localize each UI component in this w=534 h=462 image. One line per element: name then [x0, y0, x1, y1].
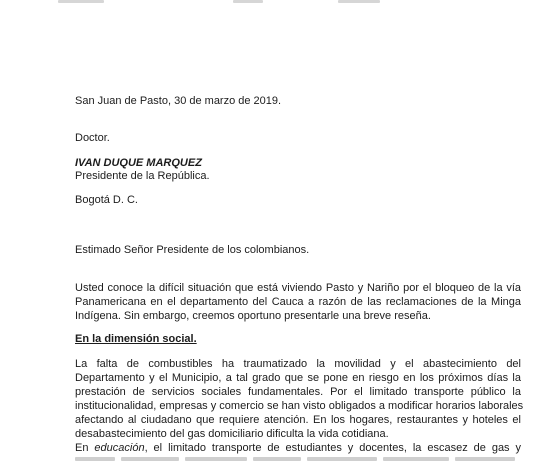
social-line: afectando al ciudadano que requiere atención. En los hogares, restaurantes y hoteles el: [75, 414, 521, 426]
social-line: desabastecimiento del gas domiciliario dificulta la vida cotidiana.: [75, 428, 389, 440]
social-line: La falta de combustibles ha traumatizado la movilidad y el abastecimiento del: [75, 358, 521, 370]
cut-off-word: [185, 457, 247, 461]
section-heading: En la dimensión social.: [75, 333, 197, 345]
greeting: Estimado Señor Presidente de los colombianos.: [75, 244, 310, 256]
cut-off-word: [307, 457, 377, 461]
place-date: San Juan de Pasto, 30 de marzo de 2019.: [75, 95, 282, 107]
education-line: [75, 441, 521, 455]
education-rest: , el limitado transporte de estudiantes y docentes, la escasez de gas y: [144, 442, 521, 454]
scan-top-marks: [0, 0, 534, 6]
scan-mark: [233, 0, 263, 3]
intro-line: Usted conoce la difícil situación que está viviendo Pasto y Nariño por el bloqueo de la vía: [75, 282, 521, 294]
education-paragraph: [75, 441, 521, 455]
scan-mark: [58, 0, 104, 3]
intro-line: Panamericana en el departamento del Cauca a razón de las reclamaciones de la Minga: [75, 296, 521, 308]
education-word: educación: [94, 442, 145, 454]
cut-off-next-line: [75, 456, 521, 462]
recipient-city: Bogotá D. C.: [75, 194, 138, 206]
intro-paragraph: [75, 281, 521, 323]
salutation-title: Doctor.: [75, 132, 110, 144]
social-line: prestación de servicios sociales fundamentales. Por el limitado transporte público la: [75, 386, 521, 398]
education-prefix: En: [75, 442, 95, 454]
cut-off-word: [455, 457, 515, 461]
intro-line: Indígena. Sin embargo, creemos oportuno presentarle una breve reseña.: [75, 310, 431, 322]
scan-mark: [338, 0, 380, 3]
recipient-role: Presidente de la República.: [75, 170, 210, 182]
cut-off-word: [383, 457, 449, 461]
social-paragraph: [75, 357, 524, 441]
recipient-name: IVAN DUQUE MARQUEZ: [75, 157, 202, 169]
social-line: Departamento y el Municipio, a tal grado que se pone en riesgo en los próximos días la: [75, 372, 521, 384]
cut-off-word: [75, 457, 115, 461]
cut-off-word: [253, 457, 301, 461]
cut-off-word: [121, 457, 179, 461]
social-line: institucionalidad, empresas y comercio se han visto obligados a modificar horarios laborales: [75, 400, 524, 412]
